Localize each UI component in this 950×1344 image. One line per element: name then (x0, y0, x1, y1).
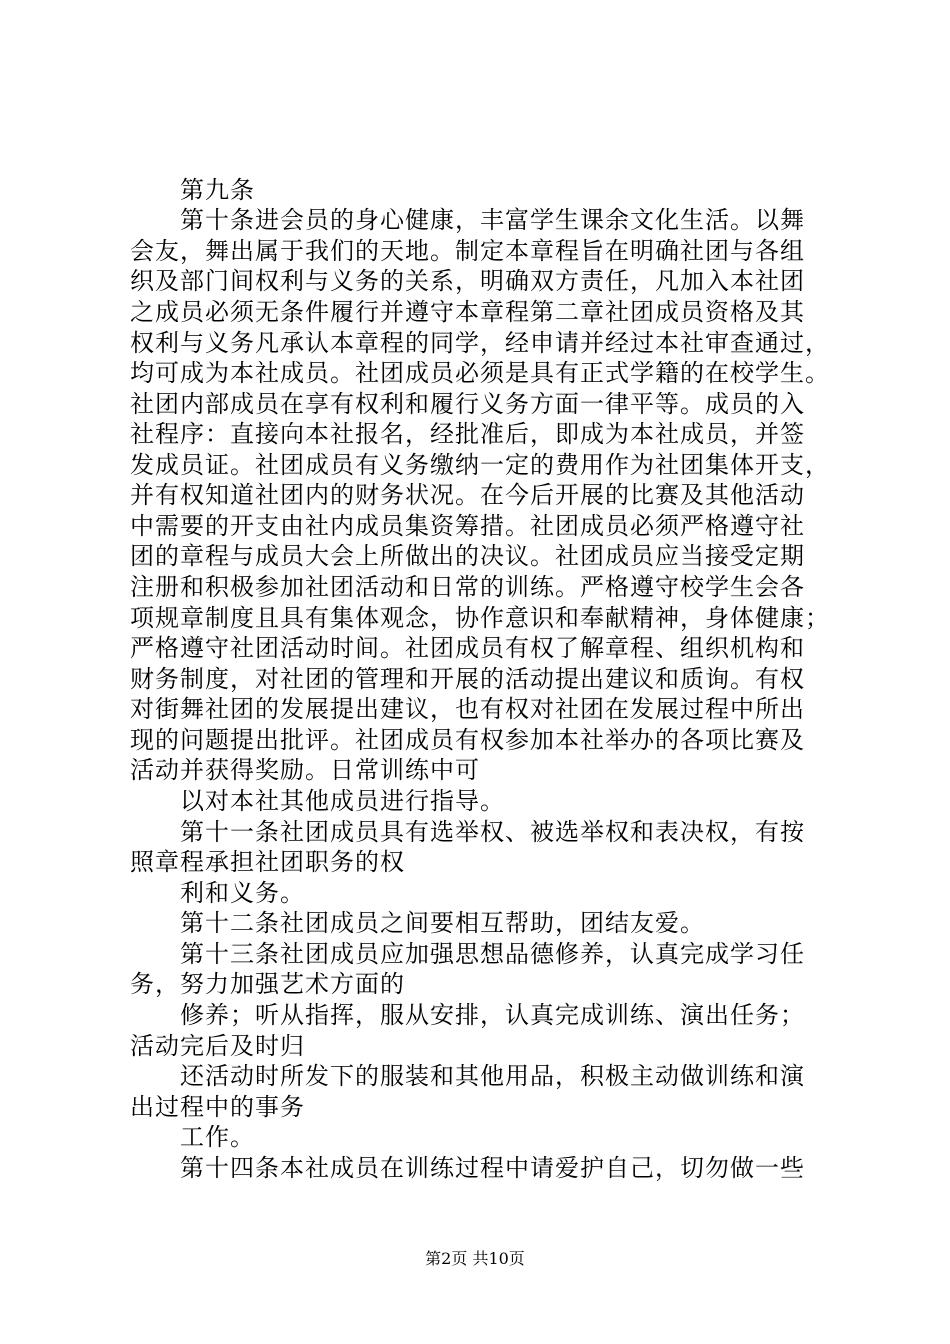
text-line: 严格遵守社团活动时间。社团成员有权了解章程、组织机构和 (130, 634, 805, 662)
text-line: 社程序：直接向本社报名，经批准后，即成为本社成员，并签 (130, 420, 805, 448)
text-line: 还活动时所发下的服装和其他用品，积极主动做训练和演 (180, 1062, 805, 1090)
text-line: 并有权知道社团内的财务状况。在今后开展的比赛及其他活动 (130, 481, 805, 509)
text-line: 修养；听从指挥，服从安排，认真完成训练、演出任务； (180, 1001, 805, 1029)
text-line: 第十二条社团成员之间要相互帮助，团结友爱。 (180, 909, 705, 937)
text-line: 以对本社其他成员进行指导。 (180, 787, 505, 815)
page-number-footer: 第2页 共10页 (425, 1249, 525, 1268)
text-line: 工作。 (180, 1123, 255, 1151)
text-line: 第十条进会员的身心健康，丰富学生课余文化生活。以舞 (180, 206, 805, 234)
text-line: 第十三条社团成员应加强思想品德修养，认真完成学习任 (180, 940, 805, 968)
text-line: 团的章程与成员大会上所做出的决议。社团成员应当接受定期 (130, 542, 805, 570)
text-line: 活动并获得奖励。日常训练中可 (130, 756, 480, 784)
text-line: 织及部门间权利与义务的关系，明确双方责任，凡加入本社团 (130, 267, 805, 295)
text-line: 均可成为本社成员。社团成员必须是具有正式学籍的在校学生。 (130, 359, 830, 387)
text-line: 之成员必须无条件履行并遵守本章程第二章社团成员资格及其 (130, 298, 805, 326)
text-line: 会友，舞出属于我们的天地。制定本章程旨在明确社团与各组 (130, 237, 805, 265)
text-line: 社团内部成员在享有权利和履行义务方面一律平等。成员的入 (130, 390, 805, 418)
text-line: 照章程承担社团职务的权 (130, 848, 405, 876)
text-line: 利和义务。 (180, 879, 305, 907)
text-line: 中需要的开支由社内成员集资筹措。社团成员必须严格遵守社 (130, 512, 805, 540)
text-line: 注册和积极参加社团活动和日常的训练。严格遵守校学生会各 (130, 573, 805, 601)
text-line: 现的问题提出批评。社团成员有权参加本社举办的各项比赛及 (130, 726, 805, 754)
text-line: 权利与义务凡承认本章程的同学，经申请并经过本社审查通过， (130, 329, 830, 357)
text-line: 发成员证。社团成员有义务缴纳一定的费用作为社团集体开支， (130, 451, 830, 479)
text-line: 活动完后及时归 (130, 1032, 305, 1060)
text-line: 财务制度，对社团的管理和开展的活动提出建议和质询。有权 (130, 665, 805, 693)
text-line: 项规章制度且具有集体观念，协作意识和奉献精神，身体健康； (130, 604, 830, 632)
text-line: 第九条 (180, 176, 255, 204)
text-line: 出过程中的事务 (130, 1093, 305, 1121)
text-line: 务，努力加强艺术方面的 (130, 970, 405, 998)
text-line: 第十一条社团成员具有选举权、被选举权和表决权，有按 (180, 818, 805, 846)
text-line: 对街舞社团的发展提出建议，也有权对社团在发展过程中所出 (130, 695, 805, 723)
text-line: 第十四条本社成员在训练过程中请爱护自己，切勿做一些 (180, 1154, 805, 1182)
